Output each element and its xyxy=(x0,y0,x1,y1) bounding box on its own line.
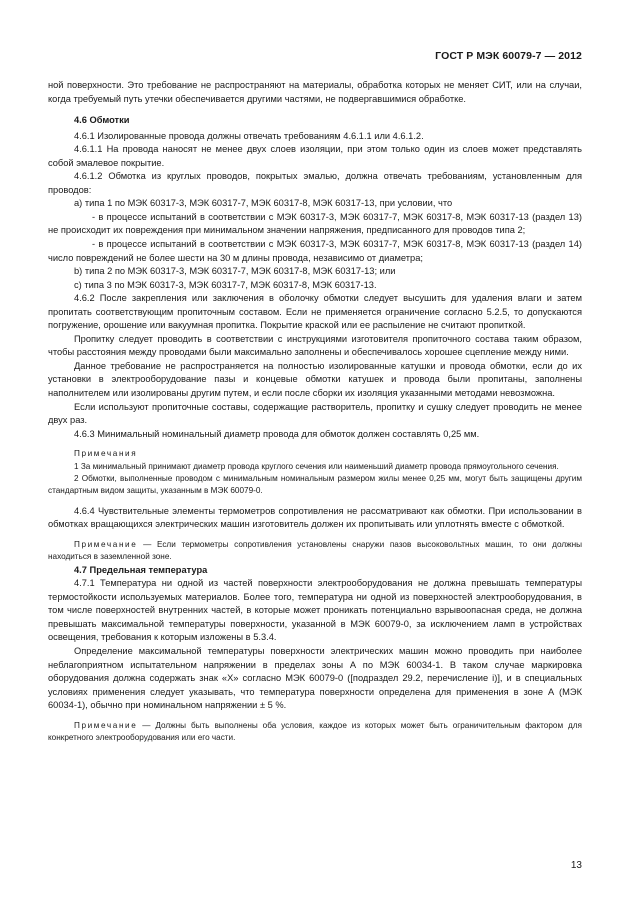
paragraph: 4.6.4 Чувствительные элементы термометров сопротивления не рассматривают как обмотки. При использовании в обмотках вращающихся электрических машин изготовитель должен их пропитывать или уплотнять вместе с обмоткой. xyxy=(48,505,582,530)
paragraph: Данное требование не распространяется на полностью изолированные катушки и провода обмотки, если до их установки в электрооборудование пазы и концевые обмотки катушек и провода были пропитаны, заполнены наполнителем или изолированы другим путем, и если после сборки их изоляция указанными методами невозможна. xyxy=(48,360,582,399)
paragraph: ной поверхности. Это требование не распространяют на материалы, обработка которых не меняет СИТ, или на случаи, когда требуемый путь утечки обеспечивается другими частями, не подвергавшимися обработке. xyxy=(48,80,582,104)
page-body xyxy=(48,79,582,745)
note-paragraph: 1 За минимальный принимают диаметр провода круглого сечения или наименьший диаметр провода прямоугольного сечения. xyxy=(74,461,559,471)
note-paragraph xyxy=(48,720,582,745)
section-heading: 4.6 Обмотки xyxy=(74,115,130,126)
note-paragraph: Примечания xyxy=(74,449,138,459)
note-text: — Должны быть выполнены оба условия, каждое из которых может быть ограничительным фактором для конкретного электрооборудования или его части. xyxy=(48,720,582,743)
note-label: Примечание xyxy=(74,539,138,549)
paragraph: 4.6.1 Изолированные провода должны отвечать требованиям 4.6.1.1 или 4.6.1.2. xyxy=(74,130,424,141)
paragraph: 4.7.1 Температура ни одной из частей поверхности электрооборудования не должна превышать температуры термостойкости используемых материалов. Более того, температура ни одной из поверхностей электрооборудования, в том числе поверхностей внутренних частей, в которые может проникать потенциально взрывоопасная среда, не должна превышать максимальной температуры поверхности, указанной в МЭК 60079-0, за исключением ламп в устройствах освещения, требования к которым изложены в 5.3.4. xyxy=(48,578,582,643)
paragraph: 4.6.3 Минимальный номинальный диаметр провода для обмоток должен составлять 0,25 мм. xyxy=(74,428,480,439)
page-number: 13 xyxy=(570,860,582,871)
paragraph: 4.6.2 После закрепления или заключения в оболочку обмотки следует высушить для удаления влаги и затем пропитать соответствующим пропиточным составом. Если не применяется ограничение согласно 5.2.5, то допускаются погружение, орошение или вакуумная пропитка. Покрытие краской или ее распыление не считают пропиткой. xyxy=(48,293,582,331)
note-paragraph xyxy=(48,539,582,564)
paragraph: - в процессе испытаний в соответствии с МЭК 60317-3, МЭК 60317-7, МЭК 60317-8, МЭК 60317-13 (раздел 14) число повреждений не более шести на 30 м длины провода, независимо от диаметра; xyxy=(48,239,582,263)
paragraph: 4.6.1.1 На провода наносят не менее двух слоев изоляции, при этом только один из слоев может представлять собой эмалевое покрытие. xyxy=(48,144,582,168)
paragraph: 4.6.1.2 Обмотка из круглых проводов, покрытых эмалью, должна отвечать требованиям, установленным для проводов: xyxy=(48,171,582,195)
paragraph: b) типа 2 по МЭК 60317-3, МЭК 60317-7, МЭК 60317-8, МЭК 60317-13; или xyxy=(74,266,396,277)
note-text: — Если термометры сопротивления установлены снаружи пазов высоковольтных машин, то они должны находиться в заземленной зоне. xyxy=(48,539,582,562)
paragraph: а) типа 1 по МЭК 60317-3, МЭК 60317-7, МЭК 60317-8, МЭК 60317-13, при условии, что xyxy=(74,198,453,209)
paragraph: Пропитку следует проводить в соответствии с инструкциями изготовителя пропиточного состава таким образом, чтобы расстояния между проводами были максимально заполнены и обеспечивалось хорошее сцепление между ними. xyxy=(48,333,582,358)
paragraph: c) типа 3 по МЭК 60317-3, МЭК 60317-7, МЭК 60317-8, МЭК 60317-13. xyxy=(74,279,377,290)
section-heading: 4.7 Предельная температура xyxy=(74,564,208,575)
paragraph: Определение максимальной температуры поверхности электрических машин можно проводить при наиболее неблагоприятном испытательном напряжении в пределах зоны А по МЭК 60034-1. В таком случае маркировка оборудования должна содержать знак «Х» согласно МЭК 60079-0 ([подраздел 29.2, перечисление i)], и в специальных условиях применения следует указывать, что температура поверхности определена для применения в зоне А (МЭК 60034-1), обычно при номинальном напряжении ± 5 %. xyxy=(48,646,582,711)
note-label: Примечание xyxy=(74,720,138,730)
paragraph: Если используют пропиточные составы, содержащие растворитель, пропитку и сушку следует проводить не менее двух раз. xyxy=(48,401,582,426)
paragraph: - в процессе испытаний в соответствии с МЭК 60317-3, МЭК 60317-7, МЭК 60317-8, МЭК 60317-13 (раздел 13) не происходит их повреждения при минимальном значении напряжения, предписанного для проводов типа 2; xyxy=(48,211,582,236)
document-id-header: ГОСТ Р МЭК 60079-7 — 2012 xyxy=(435,50,582,62)
note-paragraph: 2 Обмотки, выполненные проводом с минимальным номинальным размером жилы менее 0,25 мм, могут быть защищены другим стандартным видом защиты, указанным в МЭК 60079-0. xyxy=(48,474,582,496)
